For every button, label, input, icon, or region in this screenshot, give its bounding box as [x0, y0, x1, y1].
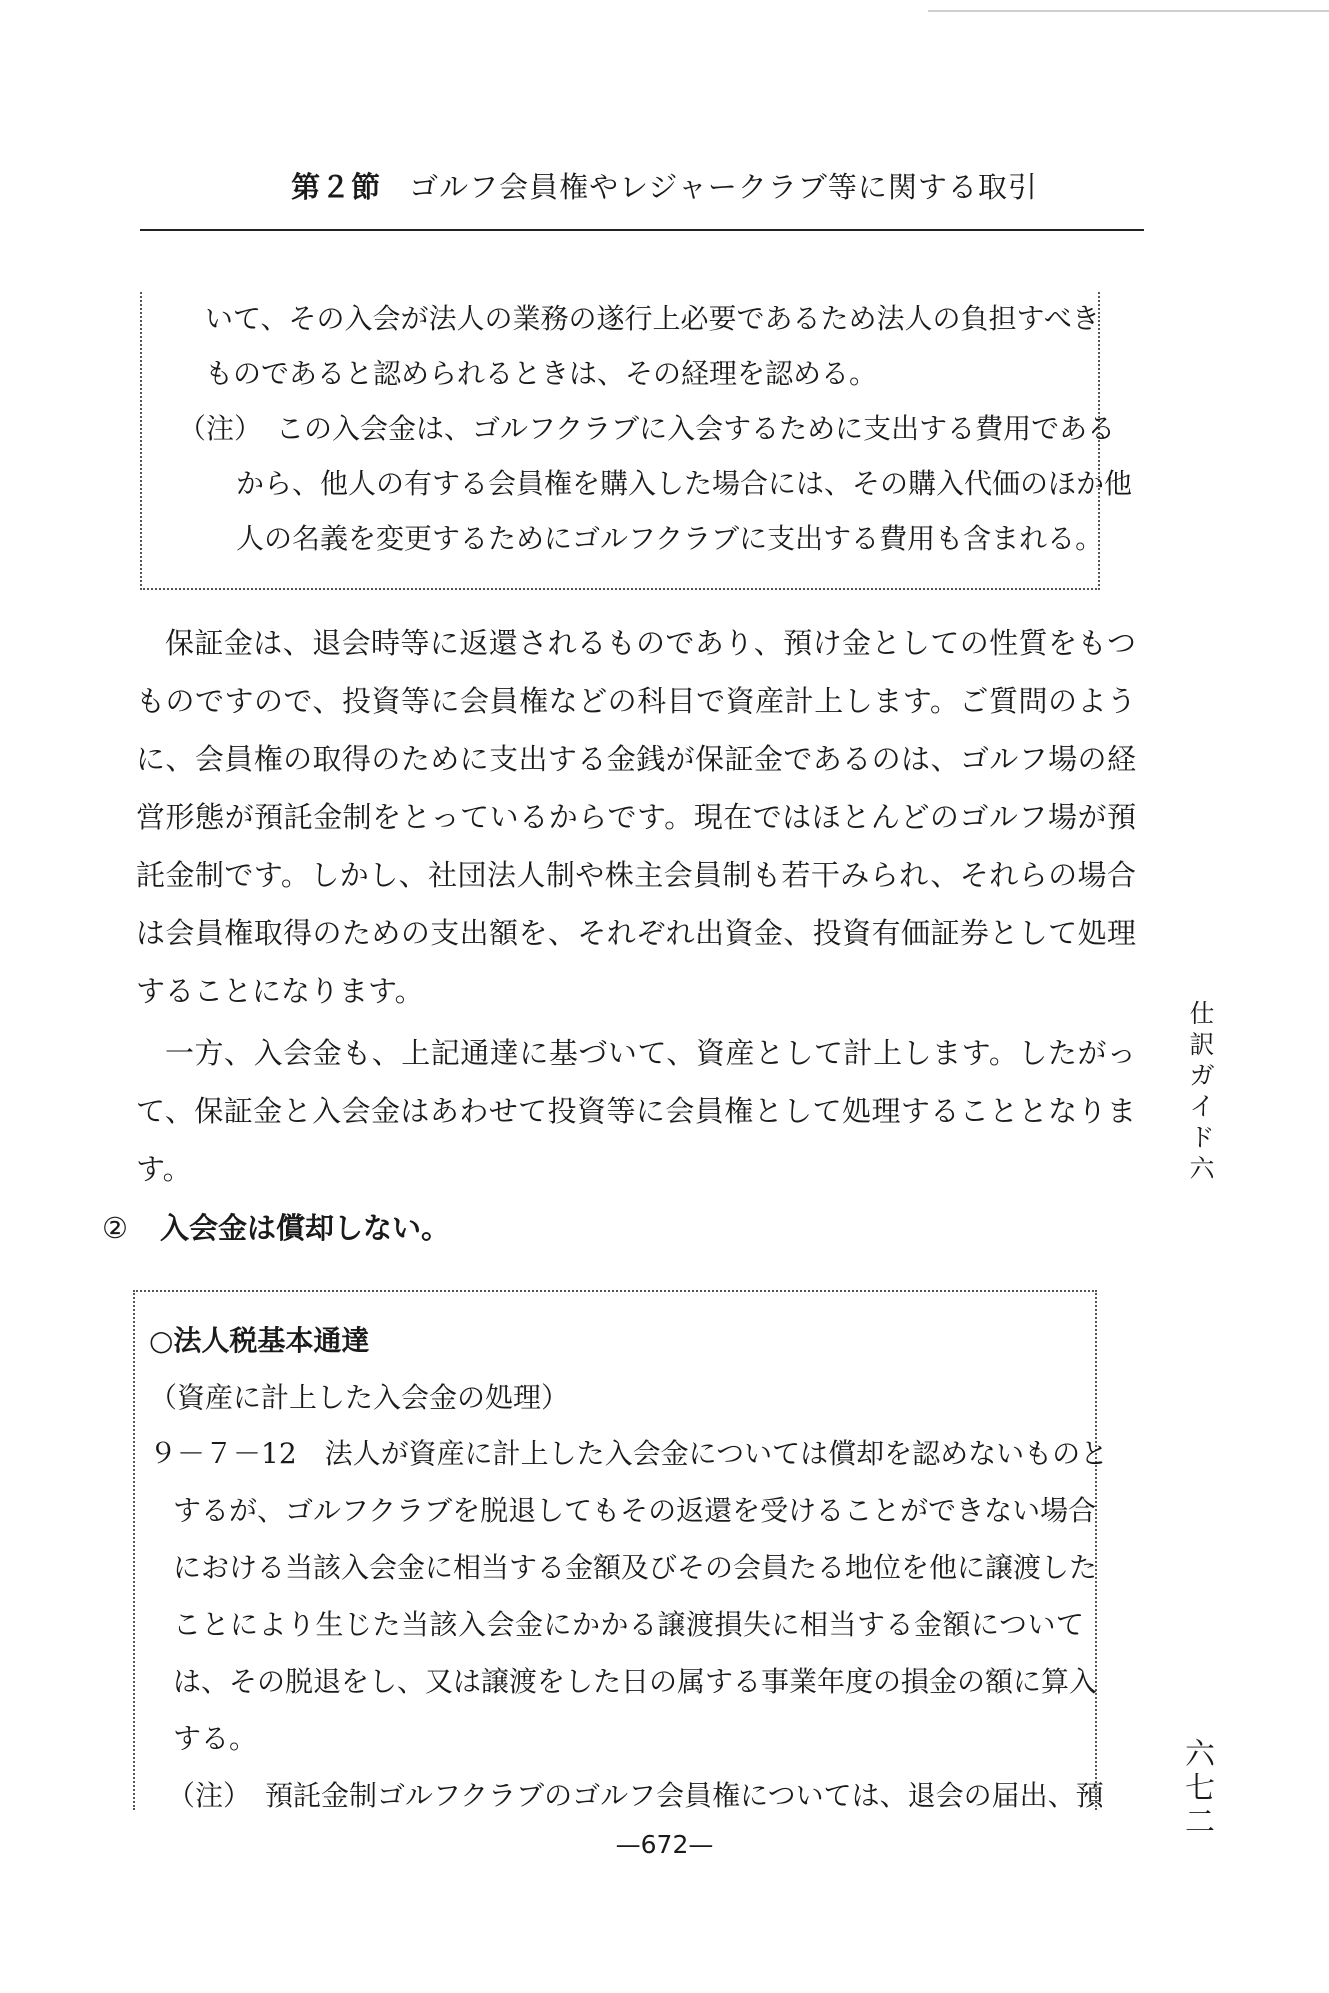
circular-note-line: （注） 預託金制ゴルフクラブのゴルフ会員権については、退会の届出、預: [167, 1779, 1104, 1812]
body-line: 営形態が預託金制をとっているからです。現在ではほとんどのゴルフ場が預: [136, 800, 1136, 834]
body-line: ものですので、投資等に会員権などの科目で資産計上します。ご質問のよう: [136, 684, 1136, 718]
side-label-char: イ: [1189, 1092, 1215, 1121]
body-line: 一方、入会金も、上記通達に基づいて、資産として計上します。したがっ: [165, 1036, 1136, 1070]
quote-line: いて、その入会が法人の業務の遂行上必要であるため法人の負担すべき: [205, 302, 1100, 335]
section-title: ゴルフ会員権やレジャークラブ等に関する取引: [409, 170, 1038, 204]
side-page-number: [1182, 1738, 1218, 1840]
section-number: 第２節: [291, 170, 382, 204]
circular-heading: ○法人税基本通達: [149, 1324, 370, 1357]
body-line: することになります。: [136, 974, 424, 1008]
top-corner-rule: [928, 10, 1329, 12]
body-line: て、保証金と入会金はあわせて投資等に会員権として処理することとなりま: [136, 1094, 1136, 1128]
circular-line: ９－７－12 法人が資産に計上した入会金については償却を認めないものと: [149, 1437, 1109, 1470]
item-heading: 入会金は償却しない。: [160, 1211, 451, 1245]
circular-line: するが、ゴルフクラブを脱退してもその返還を受けることができない場合: [173, 1494, 1097, 1527]
circular-subheading: （資産に計上した入会金の処理）: [149, 1381, 570, 1414]
quote-line: ものであると認められるときは、その経理を認める。: [205, 357, 878, 390]
circular-line: する。: [173, 1722, 258, 1755]
body-line: 保証金は、退会時等に返還されるものであり、預け金としての性質をもつ: [165, 626, 1136, 660]
side-page-char: 二: [1185, 1805, 1215, 1840]
quote-note-line: 人の名義を変更するためにゴルフクラブに支出する費用も含まれる。: [236, 522, 1104, 555]
body-line: に、会員権の取得のために支出する金銭が保証金であるのは、ゴルフ場の経: [136, 742, 1136, 776]
side-label-char: ド: [1189, 1123, 1215, 1152]
body-line: す。: [136, 1152, 192, 1186]
page-header: [0, 165, 1329, 206]
side-page-char: 六: [1185, 1737, 1215, 1772]
item-marker: ②: [102, 1211, 128, 1245]
circular-line: ことにより生じた当該入会金にかかる譲渡損失に相当する金額について: [173, 1608, 1084, 1641]
side-label-char: ガ: [1189, 1061, 1215, 1090]
side-label-char: 六: [1189, 1154, 1215, 1183]
circular-line: は、その脱退をし、又は譲渡をした日の属する事業年度の損金の額に算入: [173, 1665, 1098, 1698]
header-rule: [140, 229, 1144, 231]
body-line: 託金制です。しかし、社団法人制や株主会員制も若干みられ、それらの場合: [136, 858, 1136, 892]
side-section-label: [1185, 998, 1219, 1184]
side-label-char: 仕: [1189, 999, 1215, 1028]
side-page-char: 七: [1185, 1771, 1215, 1806]
circular-line: における当該入会金に相当する金額及びその会員たる地位を他に譲渡した: [173, 1551, 1098, 1584]
quote-note-line: から、他人の有する会員権を購入した場合には、その購入代価のほか他: [236, 467, 1133, 500]
tax-circular-box: [133, 1290, 1109, 1812]
side-label-char: 訳: [1189, 1030, 1215, 1059]
page-number: —672—: [615, 1830, 714, 1859]
quote-note-line: （注） この入会金は、ゴルフクラブに入会するために支出する費用である: [178, 412, 1116, 445]
body-line: は会員権取得のための支出額を、それぞれ出資金、投資有価証券として処理: [136, 916, 1136, 950]
